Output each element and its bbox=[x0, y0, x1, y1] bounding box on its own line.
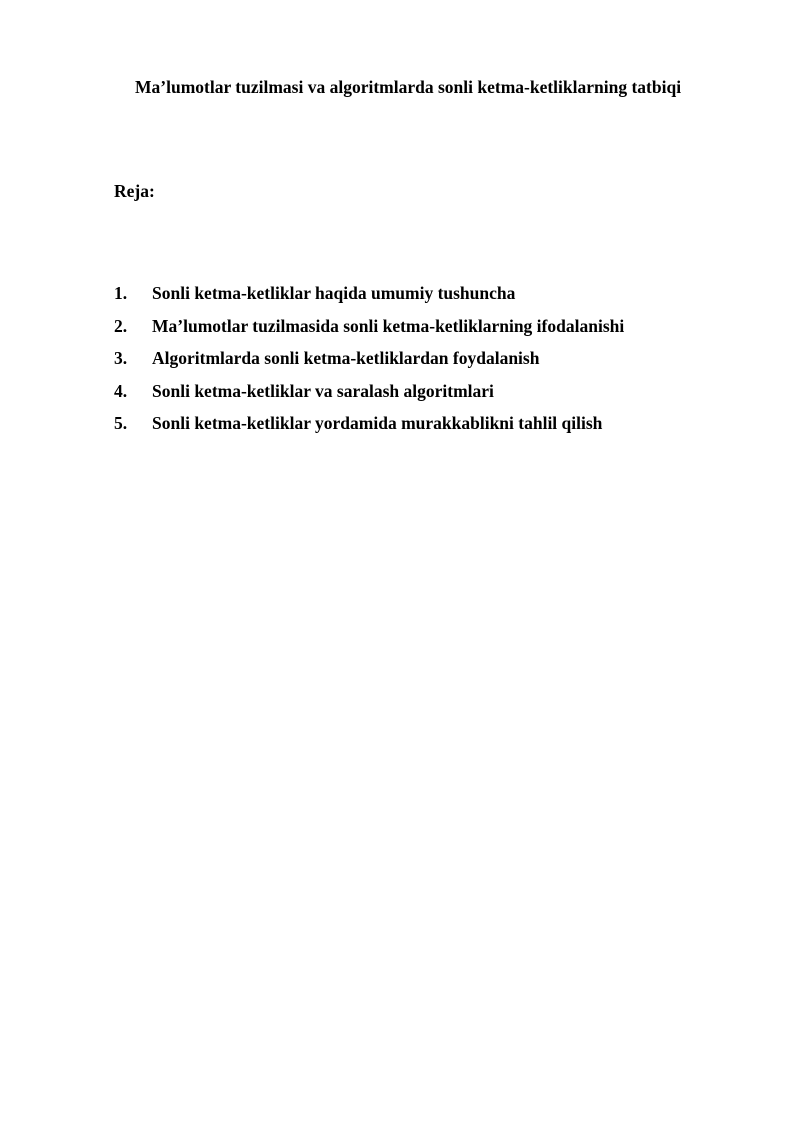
plan-item-number: 5. bbox=[114, 413, 128, 433]
plan-item bbox=[114, 380, 734, 413]
document-title: Ma’lumotlar tuzilmasi va algoritmlarda sonli ketma-ketliklarning tatbiqi bbox=[135, 77, 682, 97]
plan-item-number: 2. bbox=[114, 315, 128, 336]
plan-item-text: Sonli ketma-ketliklar haqida umumiy tushuncha bbox=[152, 283, 516, 303]
plan-item-text: Algoritmlarda sonli ketma-ketliklardan foydalanish bbox=[152, 348, 540, 368]
plan-item-number: 3. bbox=[114, 348, 128, 368]
plan-item bbox=[114, 347, 734, 380]
plan-item-text: Sonli ketma-ketliklar yordamida murakkablikni tahlil qilish bbox=[152, 413, 603, 433]
plan-item-text: Sonli ketma-ketliklar va saralash algoritmlari bbox=[152, 380, 494, 401]
plan-item-text: Ma’lumotlar tuzilmasida sonli ketma-ketliklarning ifodalanishi bbox=[152, 315, 625, 336]
plan-heading: Reja: bbox=[114, 181, 155, 201]
plan-item-number: 4. bbox=[114, 380, 128, 401]
plan-list bbox=[114, 282, 734, 445]
plan-item bbox=[114, 282, 734, 315]
plan-item-number: 1. bbox=[114, 283, 128, 303]
plan-item bbox=[114, 315, 734, 348]
plan-item bbox=[114, 412, 734, 445]
